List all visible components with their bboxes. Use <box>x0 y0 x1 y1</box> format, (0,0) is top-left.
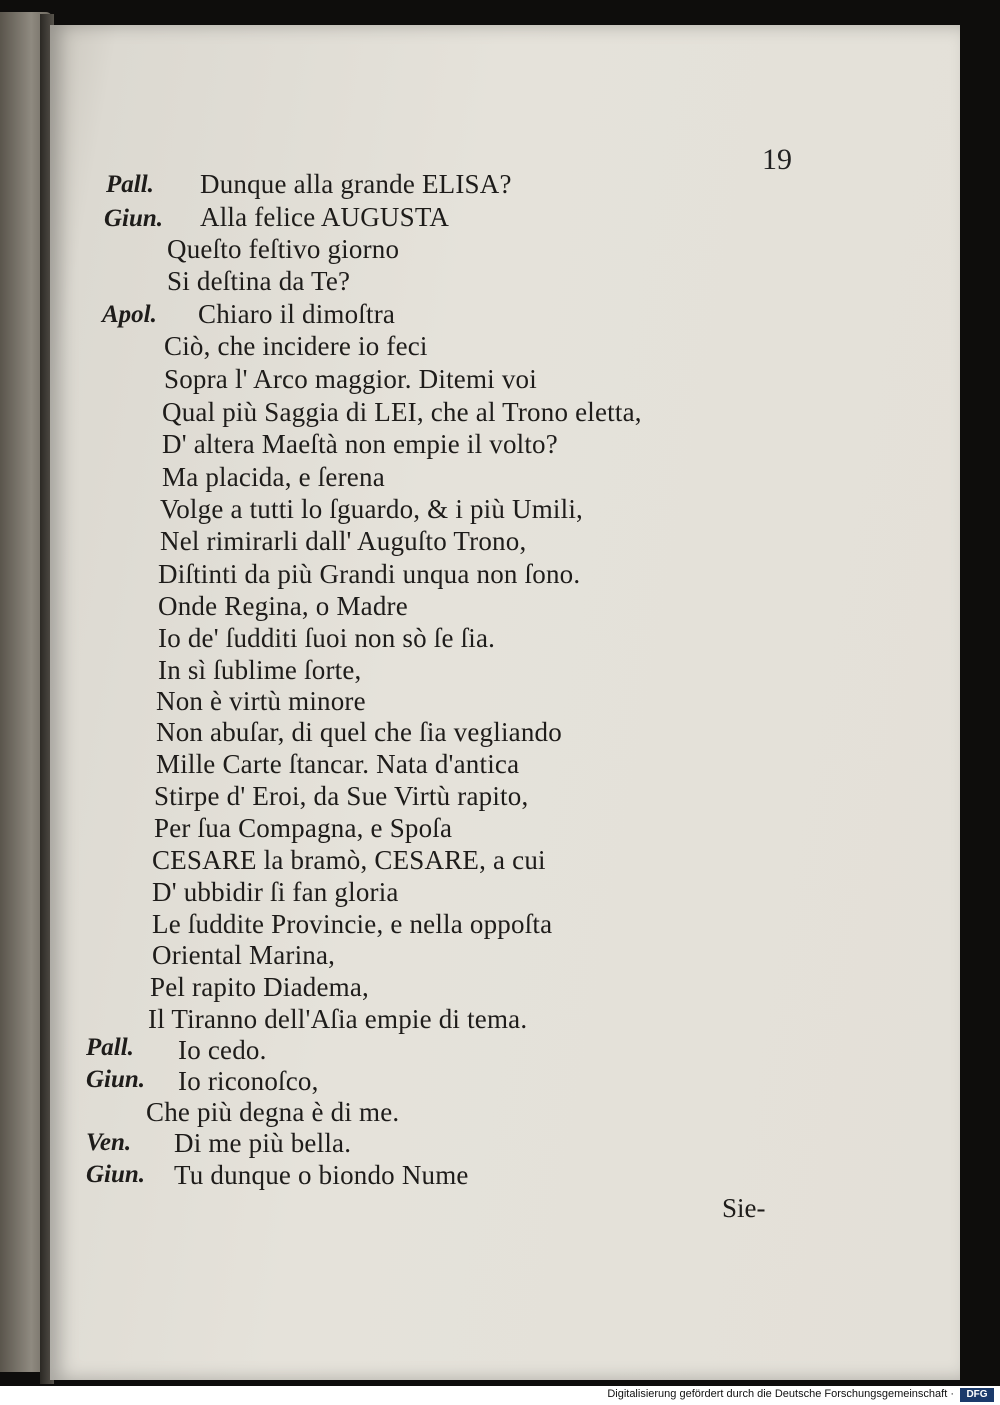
funding-notice: Digitalisierung gefördert durch die Deutsche Forschungsgemeinschaft · <box>607 1388 954 1400</box>
verse-line: Il Tiranno dell'Aſia empie di tema. <box>148 1004 528 1034</box>
speaker-label: Giun. <box>86 1161 146 1188</box>
verse-line: D' altera Maeſtà non empie il volto? <box>162 429 558 459</box>
verse-line: Di me più bella. <box>174 1128 352 1158</box>
verse-line: Qual più Saggia di LEI, che al Trono eletta, <box>162 397 642 427</box>
speaker-label: Apol. <box>102 301 157 328</box>
speaker-label: Pall. <box>106 171 154 198</box>
verse-line: Oriental Marina, <box>152 940 336 970</box>
verse-line: D' ubbidir ſi fan gloria <box>152 877 399 907</box>
verse-line: Chiaro il dimoſtra <box>198 299 396 329</box>
verse-line: In sì ſublime ſorte, <box>158 655 362 685</box>
verse-line: Volge a tutti lo ſguardo, & i più Umili, <box>160 494 583 524</box>
speaker-label: Giun. <box>86 1066 146 1093</box>
verse-line: Non abuſar, di quel che ſia vegliando <box>156 717 562 747</box>
verse-line: Dunque alla grande ELISA? <box>200 169 512 199</box>
verse-line: Io cedo. <box>178 1035 267 1065</box>
verse-line: CESARE la bramò, CESARE, a cui <box>152 845 546 875</box>
verse-line: Tu dunque o biondo Nume <box>174 1160 469 1190</box>
verse-line: Alla felice AUGUSTA <box>200 202 450 232</box>
book-page <box>50 25 960 1380</box>
verse-line: Io de' ſudditi ſuoi non sò ſe ſia. <box>158 623 496 653</box>
verse-line: Stirpe d' Eroi, da Sue Virtù rapito, <box>154 781 529 811</box>
verse-line: Pel rapito Diadema, <box>150 972 369 1002</box>
digitization-footer <box>0 1386 1000 1405</box>
speaker-label: Giun. <box>104 205 164 232</box>
verse-line: Ma placida, e ſerena <box>162 462 385 492</box>
verse-line: Non è virtù minore <box>156 686 366 716</box>
dfg-logo: DFG <box>960 1388 994 1402</box>
verse-line: Ciò, che incidere io feci <box>164 331 428 361</box>
verse-line: Le ſuddite Provincie, e nella oppoſta <box>152 909 553 939</box>
verse-line: Si deſtina da Te? <box>167 266 351 296</box>
verse-line: Io riconoſco, <box>178 1066 319 1096</box>
verse-line: Mille Carte ſtancar. Nata d'antica <box>156 749 520 779</box>
catchword: Sie- <box>722 1193 766 1223</box>
verse-line: Che più degna è di me. <box>146 1097 400 1127</box>
speaker-label: Ven. <box>86 1129 132 1156</box>
verse-line: Sopra l' Arco maggior. Ditemi voi <box>164 364 537 394</box>
verse-line: Diſtinti da più Grandi unqua non ſono. <box>158 559 581 589</box>
verse-line: Per ſua Compagna, e Spoſa <box>154 813 453 843</box>
page-number: 19 <box>762 143 792 176</box>
verse-line: Queſto feſtivo giorno <box>167 234 400 264</box>
verse-line: Nel rimirarli dall' Auguſto Trono, <box>160 526 527 556</box>
verse-line: Onde Regina, o Madre <box>158 591 408 621</box>
speaker-label: Pall. <box>86 1034 134 1061</box>
